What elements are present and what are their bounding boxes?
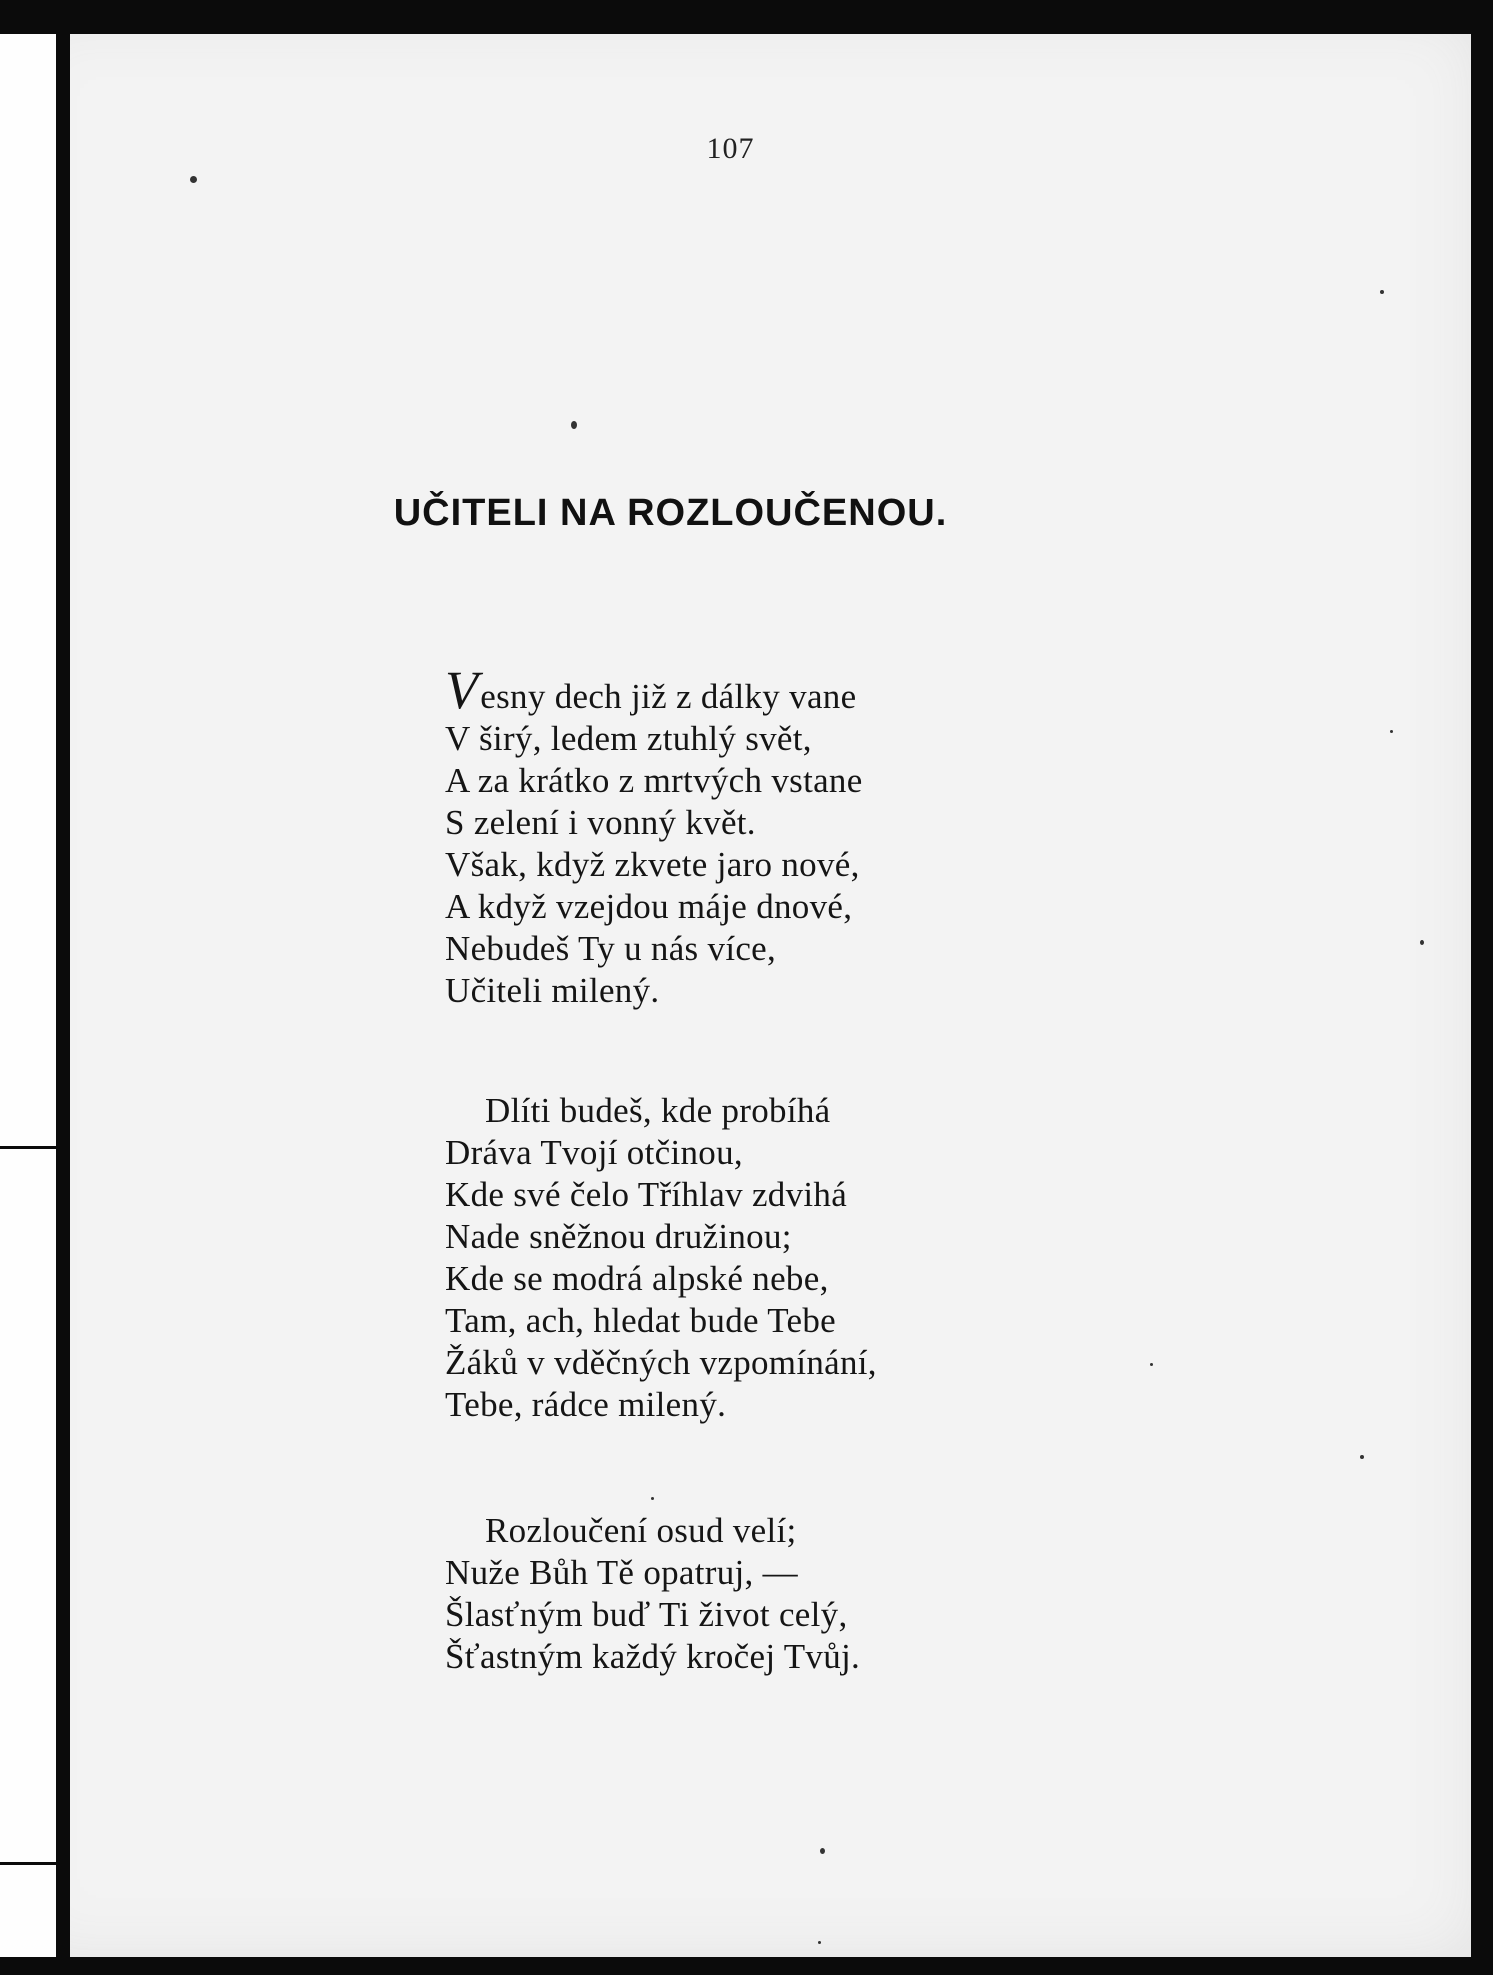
- verse-line: Tebe, rádce milený.: [445, 1385, 727, 1424]
- scan-speck: [1150, 1363, 1153, 1366]
- scan-border-bottom: [0, 1957, 1493, 1975]
- verse-line: Šlasťným buď Ti život celý,: [445, 1595, 848, 1634]
- verse-line: Rozloučení osud velí;: [485, 1511, 797, 1550]
- verse-line: Však, když zkvete jaro nové,: [445, 845, 860, 884]
- scan-border-right: [1471, 0, 1493, 1975]
- verse-line: Tam, ach, hledat bude Tebe: [445, 1301, 836, 1340]
- scan-speck: [1380, 290, 1384, 294]
- stanza-1: [445, 660, 863, 1012]
- scan-border-tick: [0, 1146, 58, 1149]
- verse-line: [445, 660, 863, 720]
- scan-margin-left: [0, 0, 56, 1975]
- scan-speck: [1360, 1455, 1364, 1459]
- scan-speck: [1420, 940, 1424, 945]
- verse-line: Žáků v vděčných vzpomínání,: [445, 1343, 877, 1382]
- verse-line: V širý, ledem ztuhlý svět,: [445, 719, 812, 758]
- scan-speck: [571, 421, 577, 429]
- scan-speck: [818, 1941, 821, 1944]
- page-number: [0, 132, 1493, 166]
- poem-title-text: UČITELI NA ROZLOUČENOU.: [393, 492, 948, 534]
- stanza-2: [445, 1090, 877, 1426]
- verse-line: S zelení i vonný květ.: [445, 803, 756, 842]
- verse-line: Nebudeš Ty u nás více,: [445, 929, 777, 968]
- poem-title: [0, 492, 1493, 535]
- scan-border-tick: [0, 1862, 58, 1865]
- verse-text: esny dech již z dálky vane: [480, 677, 857, 716]
- verse-line: Kde se modrá alpské nebe,: [445, 1259, 829, 1298]
- verse-line: A za krátko z mrtvých vstane: [445, 761, 863, 800]
- verse-line: Šťastným každý kročej Tvůj.: [445, 1637, 861, 1676]
- verse-line: Kde své čelo Tříhlav zdvihá: [445, 1175, 848, 1214]
- verse-line: Dráva Tvojí otčinou,: [445, 1133, 743, 1172]
- scan-speck: [820, 1848, 825, 1854]
- verse-line: Dlíti budeš, kde probíhá: [485, 1091, 831, 1130]
- scan-border-left: [56, 0, 70, 1975]
- scan-border-top: [0, 0, 1493, 34]
- stanza-3: [445, 1510, 860, 1678]
- scan-speck: [1390, 730, 1393, 733]
- verse-line: Učiteli milený.: [445, 971, 660, 1010]
- page-number-text: 107: [706, 132, 755, 165]
- scan-speck: [190, 176, 197, 183]
- verse-line: A když vzejdou máje dnové,: [445, 887, 853, 926]
- drop-cap: V: [445, 660, 479, 720]
- verse-line: Nade sněžnou družinou;: [445, 1217, 792, 1256]
- scan-speck: [651, 1497, 654, 1500]
- verse-line: Nuže Bůh Tě opatruj, —: [445, 1553, 798, 1592]
